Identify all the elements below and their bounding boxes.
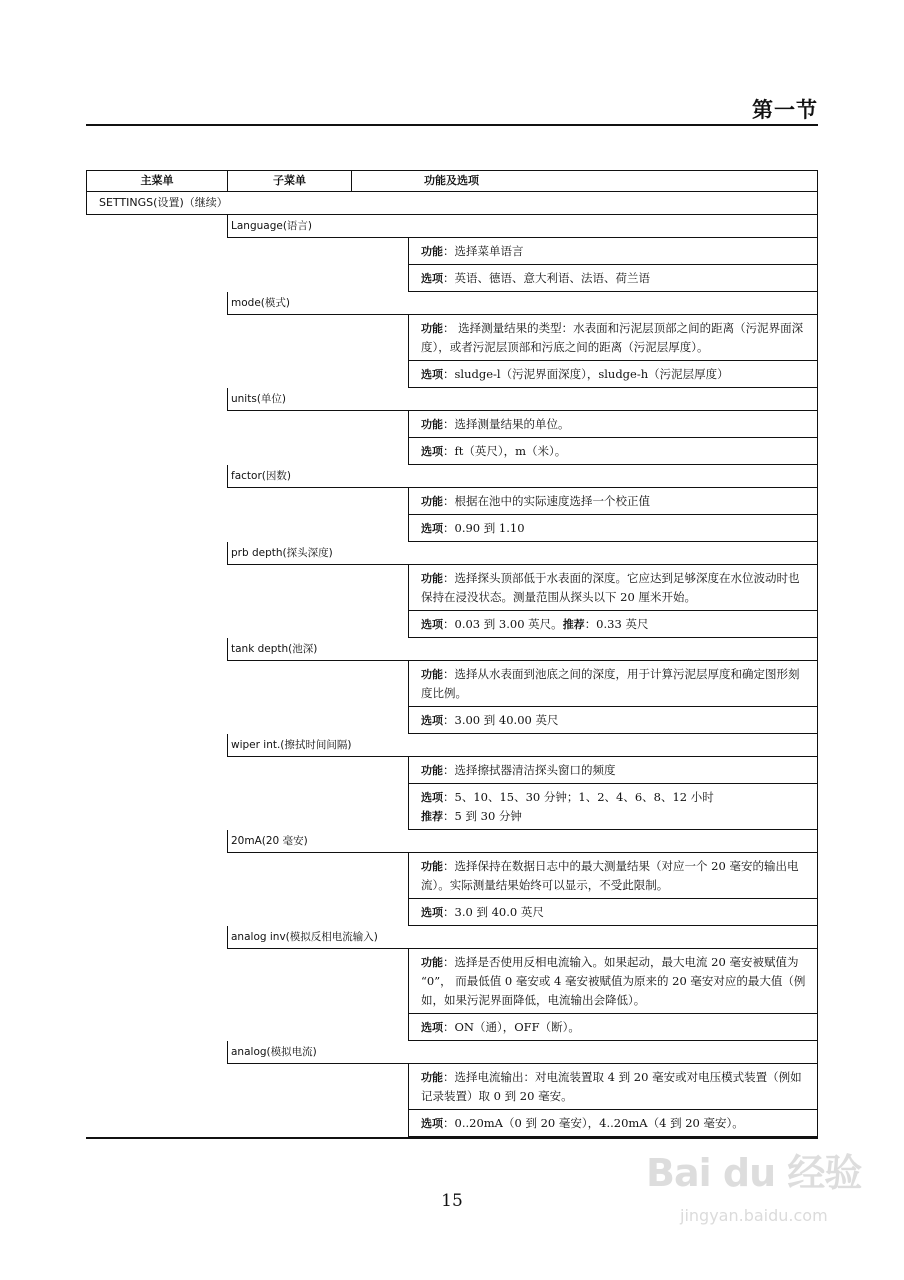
submenu-header: tank depth(池深) — [227, 638, 818, 661]
submenu-detail-group — [408, 411, 818, 465]
option-row — [409, 707, 817, 734]
row-text: ：3.0 到 40.0 英尺 — [443, 905, 544, 919]
submenu-header: Language(语言) — [227, 215, 818, 238]
page-number: 15 — [441, 1191, 463, 1211]
function-row — [409, 1064, 817, 1110]
row-label: 选项 — [421, 618, 443, 631]
row-label: 功能 — [421, 245, 443, 258]
row-text: ：选择是否使用反相电流输入。如果起动，最大电流 20 毫安被赋值为 “0”， 而最低值 0 毫安或 4 毫安被赋值为原来的 20 毫安对应的最大值（例如，如果污泥界面降低，电流输出会降低）。 — [421, 955, 806, 1007]
option-row — [409, 1110, 817, 1137]
row-label: 功能 — [421, 418, 443, 431]
row-text: ：0.90 到 1.10 — [443, 521, 525, 535]
submenu-detail-group — [408, 1064, 818, 1137]
row-label: 选项 — [421, 1117, 443, 1130]
row-label: 选项 — [421, 368, 443, 381]
submenu-header: wiper int.(擦拭时间间隔) — [227, 734, 818, 757]
row-text: ：选择菜单语言 — [443, 244, 524, 258]
row-label: 选项 — [421, 906, 443, 919]
submenu-header: analog inv(模拟反相电流输入) — [227, 926, 818, 949]
submenu-detail-group — [408, 661, 818, 734]
submenu-detail-group — [408, 757, 818, 830]
row-label: 功能 — [421, 668, 443, 681]
recommend-text: ：5 到 30 分钟 — [443, 809, 522, 823]
row-label: 选项 — [421, 1021, 443, 1034]
recommend-label: 推荐 — [421, 810, 443, 823]
row-label: 功能 — [421, 956, 443, 969]
row-text: ：选择电流输出：对电流装置取 4 到 20 毫安或对电压模式装置（例如记录装置）取 0 到 20 毫安。 — [421, 1070, 802, 1103]
submenu-header: 20mA(20 毫安) — [227, 830, 818, 853]
submenu-detail-group — [408, 949, 818, 1041]
option-row — [409, 899, 817, 926]
function-row — [409, 315, 817, 361]
row-label: 功能 — [421, 1071, 443, 1084]
row-label: 选项 — [421, 272, 443, 285]
function-row — [409, 853, 817, 899]
submenu-header: prb depth(探头深度) — [227, 542, 818, 565]
header-rule — [86, 124, 818, 126]
recommend-text: ：0.33 英尺 — [584, 617, 649, 631]
option-row — [409, 1014, 817, 1041]
option-row — [409, 265, 817, 292]
function-row — [409, 757, 817, 784]
submenu-detail-group — [408, 238, 818, 292]
submenu-header: units(单位) — [227, 388, 818, 411]
submenu-detail-group — [408, 565, 818, 638]
option-row — [409, 438, 817, 465]
submenu-detail-group — [408, 853, 818, 926]
submenu-list — [86, 215, 818, 1137]
submenu-header: analog(模拟电流) — [227, 1041, 818, 1064]
function-row — [409, 411, 817, 438]
row-label: 选项 — [421, 791, 443, 804]
row-text: ：0..20mA（0 到 20 毫安），4..20mA（4 到 20 毫安）。 — [443, 1116, 744, 1130]
row-text: ：英语、德语、意大利语、法语、荷兰语 — [443, 271, 650, 285]
main-menu-settings: SETTINGS(设置)（继续） — [86, 192, 818, 215]
option-row — [409, 361, 817, 388]
row-text: ：0.03 到 3.00 英尺。 — [443, 617, 563, 631]
function-row — [409, 488, 817, 515]
row-label: 功能 — [421, 322, 443, 335]
option-row — [409, 515, 817, 542]
column-header-submenu: 子菜单 — [228, 171, 352, 191]
row-text: ：3.00 到 40.00 英尺 — [443, 713, 559, 727]
submenu-header: mode(模式) — [227, 292, 818, 315]
option-row — [409, 611, 817, 638]
table-header-row — [86, 170, 818, 192]
row-text: ：ON（通），OFF（断）。 — [443, 1020, 580, 1034]
row-text: ：选择从水表面到池底之间的深度，用于计算污泥层厚度和确定图形刻度比例。 — [421, 667, 800, 700]
row-text: ：选择保持在数据日志中的最大测量结果（对应一个 20 毫安的输出电流）。实际测量结果始终可以显示，不受此限制。 — [421, 859, 799, 892]
watermark-url: jingyan.baidu.com — [680, 1206, 828, 1225]
column-header-main-menu: 主菜单 — [87, 171, 228, 191]
row-label: 功能 — [421, 572, 443, 585]
recommend-label: 推荐 — [562, 618, 585, 631]
function-row — [409, 949, 817, 1014]
submenu-detail-group — [408, 488, 818, 542]
row-label: 选项 — [421, 714, 443, 727]
baidu-watermark — [646, 1142, 862, 1246]
row-text: ： 选择测量结果的类型：水表面和污泥层顶部之间的距离（污泥界面深度），或者污泥层顶部和污底之间的距离（污泥层厚度）。 — [421, 321, 804, 354]
row-text: ：选择擦拭器清洁探头窗口的频度 — [443, 763, 616, 777]
function-row — [409, 661, 817, 707]
section-title: 第一节 — [752, 98, 818, 122]
row-label: 选项 — [421, 522, 443, 535]
option-row — [409, 784, 817, 830]
submenu-detail-group — [408, 315, 818, 388]
submenu-header: factor(因数) — [227, 465, 818, 488]
column-header-function-options: 功能及选项 — [424, 174, 479, 187]
footer-rule — [86, 1137, 818, 1139]
row-text: ：ft（英尺），m（米）。 — [443, 444, 567, 458]
row-text: ：sludge-l（污泥界面深度），sludge-h（污泥层厚度） — [443, 367, 729, 381]
watermark-logo: Bai du 经验 — [646, 1151, 862, 1195]
row-label: 功能 — [421, 495, 443, 508]
row-text: ：5、10、15、30 分钟；1、2、4、6、8、12 小时 — [443, 790, 714, 804]
settings-table — [86, 170, 818, 1137]
row-text: ：选择测量结果的单位。 — [443, 417, 570, 431]
row-text: ：根据在池中的实际速度选择一个校正值 — [443, 494, 650, 508]
row-label: 功能 — [421, 860, 443, 873]
function-row — [409, 565, 817, 611]
row-label: 选项 — [421, 445, 443, 458]
row-label: 功能 — [421, 764, 443, 777]
row-text: ：选择探头顶部低于水表面的深度。它应达到足够深度在水位波动时也保持在浸没状态。测量范围从探头以下 20 厘米开始。 — [421, 571, 800, 604]
function-row — [409, 238, 817, 265]
